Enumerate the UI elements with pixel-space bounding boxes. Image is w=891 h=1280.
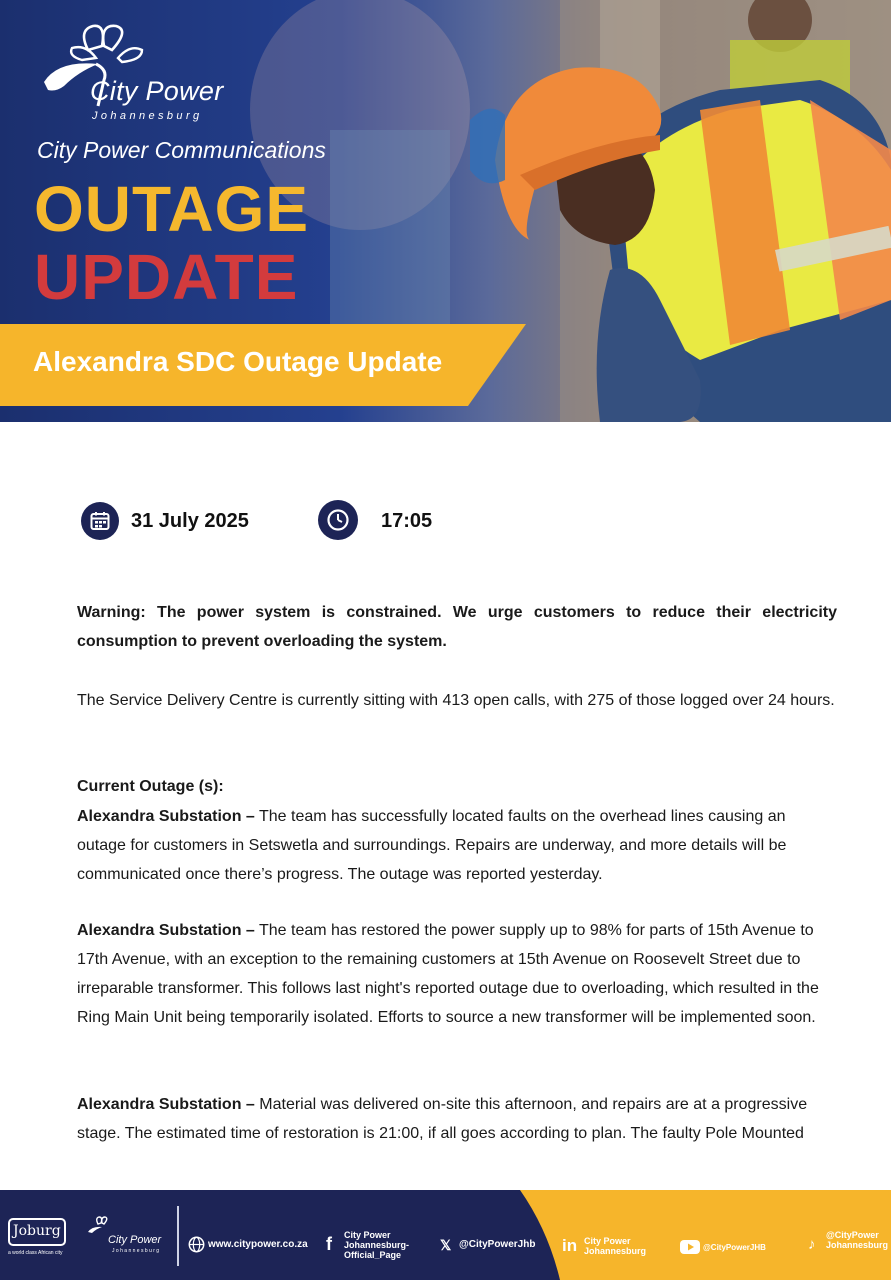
outage-label: Alexandra Substation – xyxy=(77,808,255,825)
facebook-link[interactable]: City Power Johannesburg-Official_Page xyxy=(344,1230,410,1260)
linkedin-link[interactable]: City Power Johannesburg xyxy=(584,1236,647,1256)
clock-icon xyxy=(318,500,358,540)
website-link[interactable]: www.citypower.co.za xyxy=(208,1239,308,1250)
date-text: 31 July 2025 xyxy=(131,510,249,532)
time-text: 17:05 xyxy=(381,510,433,532)
globe-icon xyxy=(188,1236,205,1253)
youtube-link[interactable]: @CityPowerJHB xyxy=(703,1243,766,1252)
tiktok-link[interactable]: @CityPower Johannesburg xyxy=(826,1230,889,1250)
x-link[interactable]: @CityPowerJhb xyxy=(459,1239,536,1250)
x-icon[interactable]: 𝕏 xyxy=(440,1237,452,1253)
headline-update: UPDATE xyxy=(34,241,299,313)
joburg-wordmark: Joburg xyxy=(13,1223,61,1239)
section-heading: Current Outage (s): xyxy=(77,778,224,795)
outage-text: The team has successfully located faults on the overhead lines causing an outage for customers in Setswetla and surroundings. Repairs are underway, and more details will be communicated once there’s progress. The outage was reported yesterday. xyxy=(77,808,787,883)
brand-name: City Power xyxy=(90,76,224,106)
outage-paragraph-2 xyxy=(77,916,837,1032)
tiktok-icon[interactable]: ♪ xyxy=(808,1236,816,1253)
outage-text: The team has restored the power supply up to 98% for parts of 15th Avenue to 17th Avenue, with an exception to the remaining customers at 15th Avenue on Roosevelt Street due to irreparable transformer. This follows last night's reported outage due to overloading, which resulted in the Ring Main Unit being temporarily isolated. Efforts to source a new transformer will be implemented soon. xyxy=(77,922,819,1026)
footer-brand: City Power xyxy=(108,1234,162,1246)
footer-brand-city: Johannesburg xyxy=(112,1248,161,1254)
brand-city: Johannesburg xyxy=(92,110,203,122)
outage-label: Alexandra Substation – xyxy=(77,922,255,939)
youtube-icon[interactable] xyxy=(680,1240,700,1254)
outage-text: Material was delivered on-site this afternoon, and repairs are at a progressive stage. The estimated time of restoration is 21:00, if all goes according to plan. The faulty Pole Mounted xyxy=(77,1096,808,1142)
open-calls-paragraph: The Service Delivery Centre is currently sitting with 413 open calls, with 275 of those logged over 24 hours. xyxy=(77,692,835,709)
warning-paragraph: Warning: The power system is constrained. We urge customers to reduce their electricity consumption to prevent overloading the system. xyxy=(77,604,837,650)
outage-label: Alexandra Substation – xyxy=(77,1096,255,1113)
joburg-tagline: a world class African city xyxy=(8,1250,63,1256)
footer-bar xyxy=(0,1190,891,1280)
update-title: Alexandra SDC Outage Update xyxy=(33,346,443,377)
footer-divider xyxy=(177,1206,179,1266)
communications-label: City Power Communications xyxy=(37,137,326,163)
header-banner xyxy=(0,0,891,422)
outage-paragraph-1 xyxy=(77,802,837,889)
calendar-icon xyxy=(81,502,119,540)
linkedin-icon[interactable]: in xyxy=(562,1236,578,1255)
outage-paragraph-3 xyxy=(77,1090,837,1148)
headline-outage: OUTAGE xyxy=(34,173,310,245)
facebook-icon[interactable]: f xyxy=(326,1234,332,1254)
